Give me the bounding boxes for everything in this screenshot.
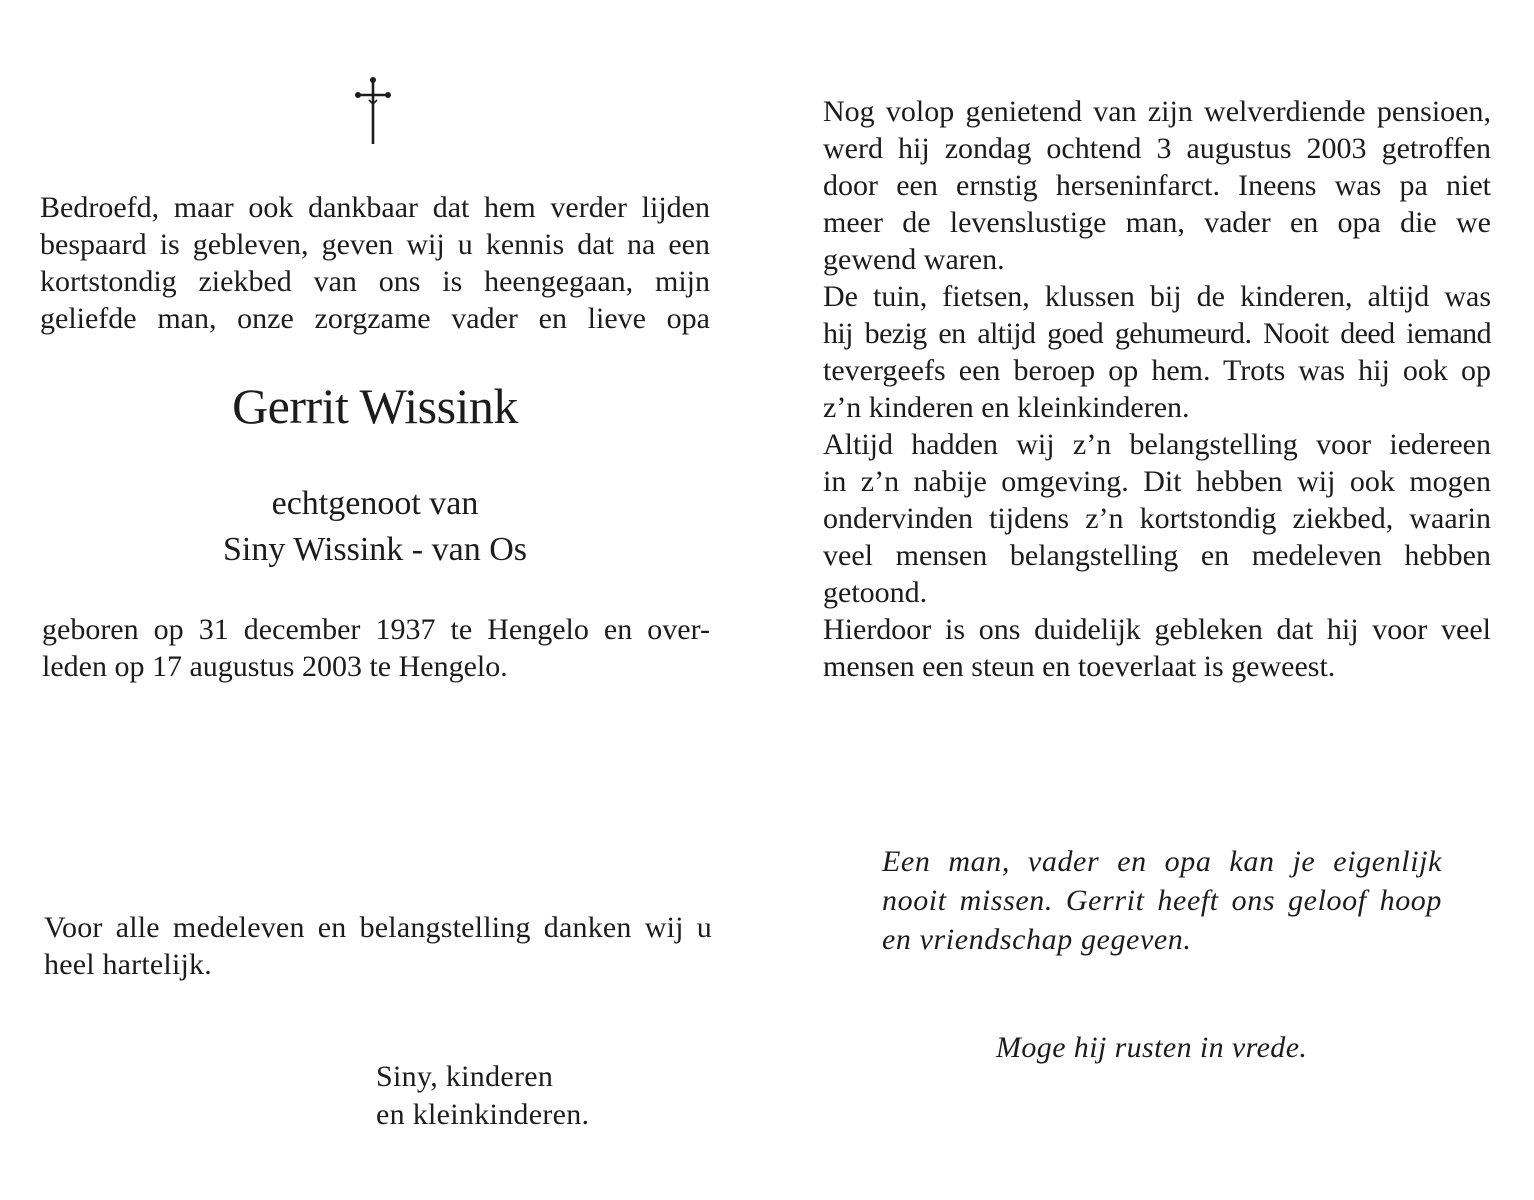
memorial-poem bbox=[882, 842, 1442, 959]
farewell-line: Moge hij rusten in vrede. bbox=[996, 1031, 1308, 1064]
spouse-info bbox=[40, 481, 710, 573]
tribute-line: De tuin, fietsen, klussen bij de kinderen, altijd was bbox=[823, 280, 1491, 313]
tribute-line: veel mensen belangstelling en medeleven hebben bbox=[823, 539, 1491, 572]
tribute-line: meer de levenslustige man, vader en opa die we bbox=[823, 206, 1491, 239]
intro-line: bespaard is gebleven, geven wij u kennis dat na een bbox=[40, 228, 710, 261]
tribute-line: door een ernstig herseninfarct. Ineens was pa niet bbox=[823, 169, 1491, 202]
birth-death-dates bbox=[42, 611, 710, 685]
intro-line: kortstondig ziekbed van ons is heengegaan, mijn bbox=[40, 265, 710, 298]
tribute-line: gewend waren. bbox=[823, 243, 1005, 276]
thanks-line: heel hartelijk. bbox=[44, 948, 212, 981]
deceased-name: Gerrit Wissink bbox=[232, 378, 518, 434]
dates-line: geboren op 31 december 1937 te Hengelo en over- bbox=[42, 613, 710, 646]
tribute-line: getoond. bbox=[823, 576, 928, 609]
tribute-line: in z’n nabije omgeving. Dit hebben wij ook mogen bbox=[823, 465, 1491, 498]
poem-line: Een man, vader en opa kan je eigenlijk bbox=[882, 845, 1442, 878]
tribute-line: mensen een steun en toeverlaat is geweest. bbox=[823, 650, 1336, 683]
family-signature bbox=[376, 1058, 589, 1134]
tribute-line: hij bezig en altijd goed gehumeurd. Nooit deed iemand bbox=[823, 317, 1491, 350]
poem-line: en vriendschap gegeven. bbox=[882, 923, 1192, 956]
spouse-relation: echtgenoot van bbox=[271, 485, 479, 522]
tribute-line: z’n kinderen en kleinkinderen. bbox=[823, 391, 1190, 424]
spouse-name: Siny Wissink - van Os bbox=[222, 531, 528, 568]
tribute-line: Nog volop genietend van zijn welverdiende pensioen, bbox=[823, 95, 1491, 128]
intro-line: geliefde man, onze zorgzame vader en lieve opa bbox=[40, 302, 710, 335]
tribute-line: ondervinden tijdens z’n kortstondig ziekbed, waarin bbox=[823, 502, 1491, 535]
right-page bbox=[767, 0, 1534, 1200]
tribute-line: Hierdoor is ons duidelijk gebleken dat hij voor veel bbox=[823, 613, 1491, 646]
signature-line: Siny, kinderen bbox=[376, 1060, 554, 1093]
intro-line: Bedroefd, maar ook dankbaar dat hem verder lijden bbox=[40, 191, 710, 224]
announcement-intro bbox=[40, 189, 710, 337]
tribute-line: werd hij zondag ochtend 3 augustus 2003 getroffen bbox=[823, 132, 1491, 165]
poem-line: nooit missen. Gerrit heeft ons geloof hoop bbox=[882, 884, 1442, 917]
signature-line: en kleinkinderen. bbox=[376, 1098, 590, 1131]
cross-icon bbox=[352, 76, 394, 146]
dates-line: leden op 17 augustus 2003 te Hengelo. bbox=[42, 650, 508, 683]
tribute-line: Altijd hadden wij z’n belangstelling voor iedereen bbox=[823, 428, 1491, 461]
thanks-note bbox=[44, 909, 712, 983]
tribute-text bbox=[823, 93, 1491, 685]
tribute-line: tevergeefs een beroep op hem. Trots was hij ook op bbox=[823, 354, 1491, 387]
thanks-line: Voor alle medeleven en belangstelling danken wij u bbox=[44, 911, 712, 944]
